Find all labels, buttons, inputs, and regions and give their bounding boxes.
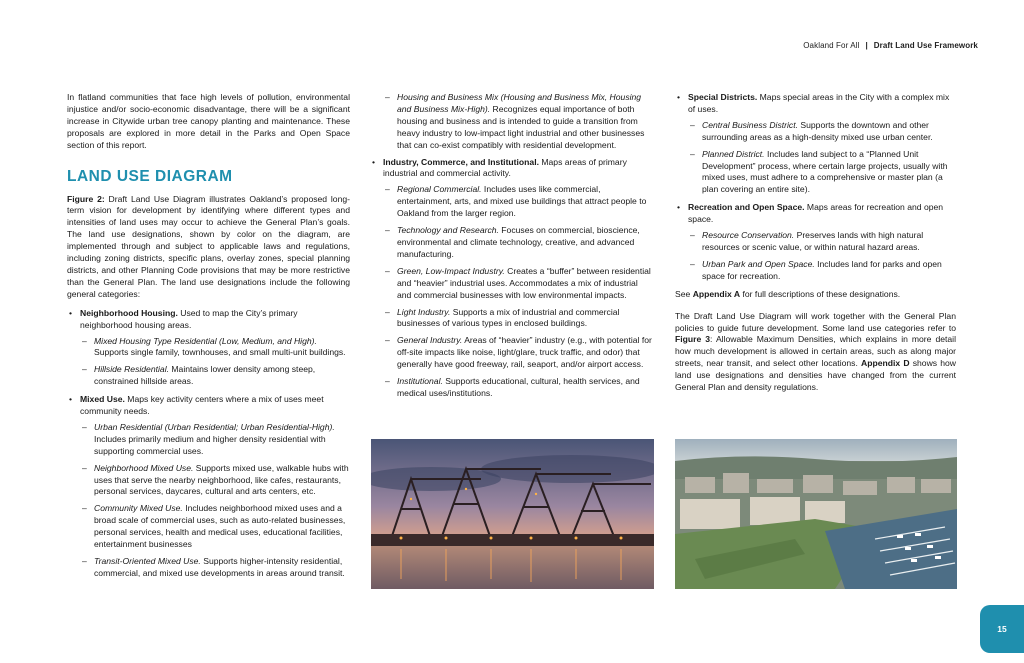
list-item <box>383 376 653 400</box>
category-text: Maps areas of primary industrial and commercial activity. <box>383 156 627 179</box>
term: Planned District. <box>702 148 765 159</box>
subcategory-list <box>688 230 956 283</box>
category-title: Mixed Use. <box>80 394 125 405</box>
term: Light Industry. <box>397 306 451 317</box>
text: : Allowable Maximum Densities, which explains in more detail how much development is allowed in certain areas, such as along major streets, near transit, and select other locations. <box>675 334 956 369</box>
subcategory-list <box>383 184 653 400</box>
category-recreation-open-space <box>675 202 956 282</box>
term-description: Supports single family, townhouses, and small multi-unit buildings. <box>94 347 346 358</box>
category-list <box>675 92 956 283</box>
category-text: Used to map the City’s primary neighborhood housing areas. <box>80 307 298 330</box>
list-item <box>80 422 350 458</box>
category-industry-commerce-institutional <box>370 157 653 400</box>
list-item <box>383 225 653 261</box>
list-item <box>383 266 653 302</box>
appendix-a-paragraph <box>675 289 956 301</box>
category-list <box>67 308 350 580</box>
term-description: Supports a mix of industrial and commercial businesses of various types in enclosed buildings. <box>397 306 620 329</box>
term-description: Focuses on commercial, bioscience, environmental and climate technology, creative, and advanced manufacturing. <box>397 225 640 259</box>
term-description: Recognizes equal importance of both housing and business and is intended to guide a transition from heavy industry to low-impact light industrial and other businesses that can co-exist compatibly with residential development. <box>397 103 645 150</box>
text: for full descriptions of these designations. <box>740 288 901 299</box>
header-doc-title: Oakland For All <box>803 41 860 50</box>
term: Regional Commercial. <box>397 184 482 195</box>
header-section-title: Draft Land Use Framework <box>873 41 978 50</box>
continued-list <box>370 92 653 152</box>
term: Neighborhood Mixed Use. <box>94 462 194 473</box>
term-description: Supports educational, cultural, health services, and medical uses/institutions. <box>397 376 640 398</box>
text: See <box>675 288 693 299</box>
list-item <box>383 335 653 371</box>
page-header <box>803 41 978 50</box>
term: Green, Low-Impact Industry. <box>397 265 505 276</box>
term-description: Supports the downtown and other surrounding areas as a high-density mixed use urban center. <box>702 119 933 142</box>
list-item <box>688 149 956 197</box>
category-neighborhood-housing <box>67 308 350 388</box>
term: Central Business District. <box>702 119 798 130</box>
term-description: Creates a “buffer” between residential and “heavier” industrial uses. Accommodates a mix of industrial and commercial businesses with low environmental impacts. <box>397 265 651 300</box>
term-description: Supports higher-intensity residential, commercial, and mixed use developments in areas around transit. <box>94 556 345 578</box>
category-list <box>370 157 653 400</box>
term: Institutional. <box>397 376 443 387</box>
category-title: Recreation and Open Space. <box>688 202 805 213</box>
term-description: Preserves lands with high natural resources or scenic value, or within natural hazard areas. <box>702 230 924 252</box>
appendix-a-link[interactable]: Appendix A <box>692 288 741 299</box>
term-description: Includes land subject to a “Planned Unit Development” process, where certain large projects, usually with mixed uses, must adhere to a comprehensive or master plan (a plan covering an entire site). <box>702 148 948 195</box>
term: Housing and Business Mix (Housing and Business Mix, Housing and Business Mix-High). <box>397 92 642 114</box>
list-item <box>383 92 653 152</box>
column-left <box>67 92 350 586</box>
port-cranes-photo <box>371 439 654 589</box>
category-text: Maps areas for recreation and open space. <box>688 202 944 225</box>
list-item <box>80 463 350 499</box>
subcategory-list <box>80 422 350 580</box>
category-text: Maps special areas in the City with a complex mix of uses. <box>688 92 950 114</box>
list-item <box>80 556 350 580</box>
term-description: Supports mixed use, walkable hubs with uses that serve the nearby neighborhood, like cafes, restaurants, personal services, daycares, cultural and arts centers, etc. <box>94 462 349 497</box>
text: The Draft Land Use Diagram will work together with the General Plan policies to guide future development. Some land use categories refer to <box>675 310 956 333</box>
figure-paragraph <box>67 194 350 301</box>
list-item <box>80 503 350 551</box>
figure-3-link[interactable]: Figure 3 <box>675 334 711 345</box>
intro-paragraph: In flatland communities that face high levels of pollution, environmental injustice and/or socio-economic disadvantage, there will be a significant increase in Citywide urban tree canopy planting and maintenance. These proposals are explored in more detail in the Parks and Open Space section of this report. <box>67 92 350 150</box>
waterfront-aerial-photo <box>675 439 957 589</box>
term-description: Areas of “heavier” industry (e.g., with potential for off-site impacts like noise, light/glare, truck traffic, and odor) that generally have good freeway, rail, seaport, and/or airport access. <box>397 335 652 370</box>
category-title: Neighborhood Housing. <box>80 307 178 318</box>
figure-paragraph-text: Draft Land Use Diagram illustrates Oakland’s proposed long-term vision for development by identifying where different types and intensities of land uses may occur to achieve the General Plan’s goals. The land use designations, shown by color on the diagram, are implemented through and subject to applicable laws and regulations, including zoning districts, specific plans, overlay zones, special planning districts, and other Planning Code provisions that may be more restrictive than the General Plan. The land use designations include the following general categories: <box>67 193 350 299</box>
diagram-paragraph <box>675 311 956 394</box>
category-mixed-use <box>67 394 350 580</box>
list-item <box>80 364 350 388</box>
term: Community Mixed Use. <box>94 503 183 514</box>
term-description: Maintains lower density among steep, constrained hillside areas. <box>94 364 316 387</box>
column-middle <box>370 92 653 406</box>
category-title: Industry, Commerce, and Institutional. <box>383 156 539 167</box>
term-description: Includes neighborhood mixed uses and a broad scale of commercial uses, such as auto-related businesses, personal services, health and medical uses, educational facilities, entertainment businesses <box>94 503 346 550</box>
category-special-districts <box>675 92 956 196</box>
term: Urban Park and Open Space. <box>702 258 815 269</box>
header-separator: | <box>865 41 868 50</box>
subcategory-list <box>80 336 350 389</box>
list-item <box>383 184 653 220</box>
page-number-tab <box>980 605 1024 653</box>
list-item <box>383 307 653 331</box>
list-item <box>80 336 350 360</box>
term-description: Includes land for parks and open space for recreation. <box>702 258 942 281</box>
list-item <box>688 120 956 144</box>
category-title: Special Districts. <box>688 92 758 102</box>
list-item <box>688 230 956 254</box>
term: Urban Residential (Urban Residential; Urban Residential-High). <box>94 421 335 432</box>
text: shows how land use designations and densities have changed from the current General Plan and density regulations. <box>675 358 957 393</box>
term-description: Includes primarily medium and higher density residential with supporting commercial uses. <box>94 433 326 456</box>
page-number: 15 <box>997 624 1007 634</box>
figure-link[interactable]: Figure 2: <box>67 193 105 204</box>
term: General Industry. <box>397 335 463 346</box>
term: Transit-Oriented Mixed Use. <box>94 556 201 566</box>
subcategory-list <box>688 120 956 196</box>
column-right <box>675 92 956 394</box>
term: Hillside Residential. <box>94 364 169 375</box>
term-description: Includes uses like commercial, entertainment, arts, and mixed use buildings that attract people to Oakland from the larger region. <box>397 184 647 219</box>
category-text: Maps key activity centers where a mix of uses meet community needs. <box>80 394 324 417</box>
appendix-d-link[interactable]: Appendix D <box>861 358 910 369</box>
term: Technology and Research. <box>397 225 499 236</box>
term: Mixed Housing Type Residential (Low, Medium, and High). <box>94 335 317 346</box>
term: Resource Conservation. <box>702 230 795 241</box>
list-item <box>688 259 956 283</box>
section-heading: LAND USE DIAGRAM <box>67 167 233 185</box>
